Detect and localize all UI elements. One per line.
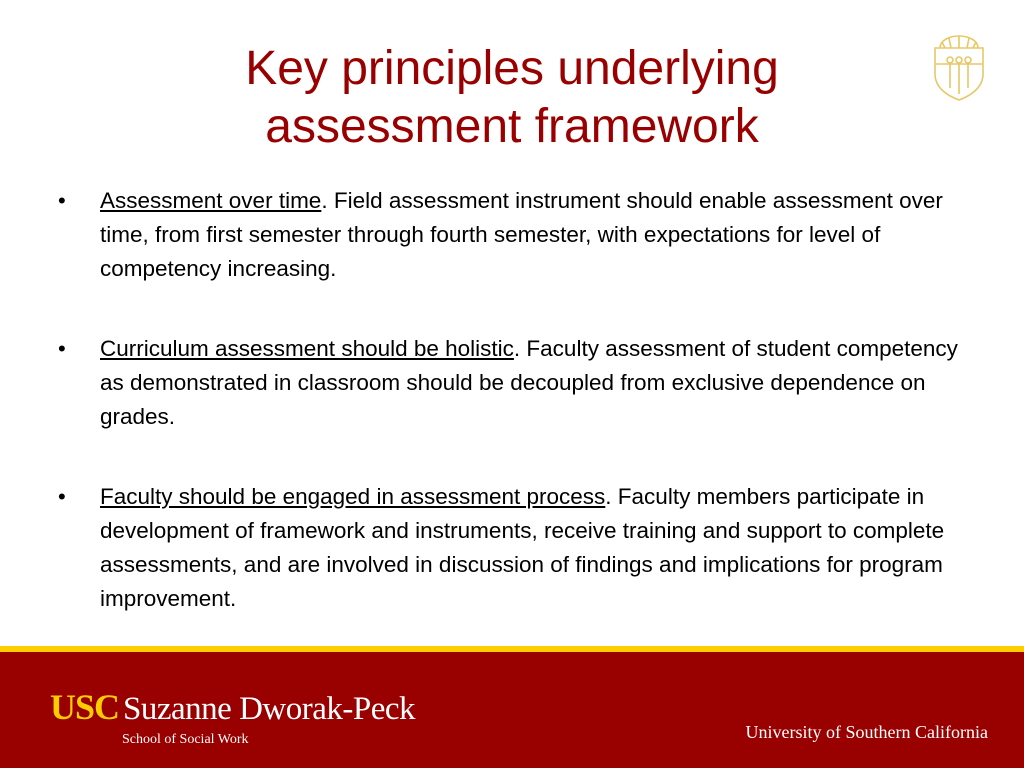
slide-title-line2: assessment framework [265, 100, 759, 153]
logo-usc: USC [50, 687, 120, 727]
bullet-item [58, 480, 958, 616]
bullet-text: . Faculty assessment of student competency as demonstrated in classroom should be decoupled from exclusive dependence on grades. [100, 336, 958, 429]
bullet-symbol: • [58, 484, 66, 509]
bullet-item [58, 184, 958, 286]
bullet-heading: Faculty should be engaged in assessment process [100, 484, 606, 509]
school-logo [50, 686, 415, 728]
slide-title [112, 40, 912, 156]
bullet-heading: Curriculum assessment should be holistic [100, 336, 514, 361]
bullet-heading: Assessment over time [100, 188, 322, 213]
footer-bar [0, 652, 1024, 768]
bullet-symbol: • [58, 188, 66, 213]
university-wordmark: University of Southern California [745, 722, 988, 742]
bullet-item [58, 332, 958, 434]
bullet-symbol: • [58, 336, 66, 361]
bullet-list [58, 184, 958, 616]
bullet-text: . Field assessment instrument should enable assessment over time, from first semester through fourth semester, with expectations for level of competency increasing. [100, 188, 943, 281]
logo-subtitle: School of Social Work [122, 732, 249, 747]
bullet-text: . Faculty members participate in development of framework and instruments, receive training and support to complete assessments, and are involved in discussion of findings and implications for program improvement. [100, 484, 945, 611]
logo-school-name: Suzanne Dworak-Peck [123, 691, 416, 727]
usc-seal-icon [930, 34, 988, 102]
slide-title-line1: Key principles underlying [245, 42, 779, 95]
